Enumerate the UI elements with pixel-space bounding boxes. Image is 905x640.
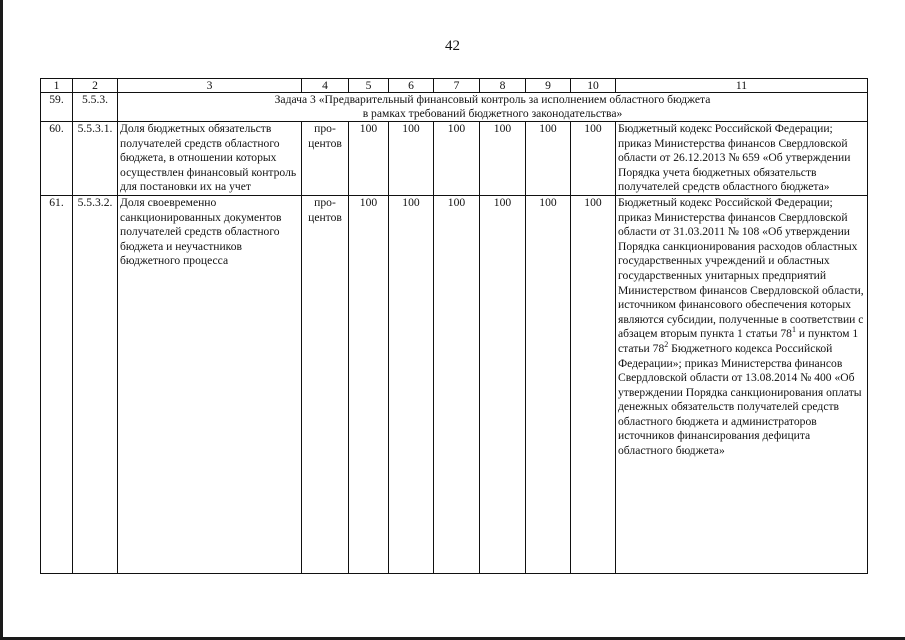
superscript-2: 2 — [664, 340, 669, 350]
row-code: 5.5.3.2. — [73, 195, 118, 573]
unit-line1: про- — [314, 195, 336, 209]
row-number: 59. — [41, 93, 73, 122]
value-cell: 100 — [349, 195, 389, 573]
value-cell: 100 — [389, 122, 434, 196]
header-row — [41, 79, 868, 93]
row-code: 5.5.3.1. — [73, 122, 118, 196]
source-document: Бюджетный кодекс Российской Федерации; приказ Министерства финансов Свердловской области от 26.12.2013 № 659 «Об утверждении Порядка учета бюджетных обязательств получателей средств областного бюджета» — [616, 122, 868, 196]
value-cell: 100 — [526, 122, 571, 196]
value-cell: 100 — [480, 195, 526, 573]
row-number: 60. — [41, 122, 73, 196]
header-cell: 10 — [571, 79, 616, 93]
unit-line2: центов — [308, 136, 342, 150]
value-cell: 100 — [571, 122, 616, 196]
value-cell: 100 — [526, 195, 571, 573]
source-text-part3: Бюджетного кодекса Российской Федерации»; приказ Министерства финансов Свердловской области от 13.08.2014 № 400 «Об утверждении Порядка санкционирования оплаты денежных обязательств получателей средств областного бюджета и администраторов источников финансирования дефицита областного бюджета» — [618, 341, 862, 458]
unit-line2: центов — [308, 210, 342, 224]
task-title-line1: Задача 3 «Предварительный финансовый контроль за исполнением областного бюджета — [274, 93, 711, 106]
table-row — [41, 122, 868, 196]
value-cell: 100 — [389, 195, 434, 573]
unit-line1: про- — [314, 122, 336, 135]
unit-cell — [302, 195, 349, 573]
value-cell: 100 — [434, 195, 480, 573]
header-cell: 8 — [480, 79, 526, 93]
superscript-1: 1 — [791, 325, 796, 335]
row-number: 61. — [41, 195, 73, 573]
task-row — [41, 93, 868, 122]
task-title-line2: в рамках требований бюджетного законодательства» — [362, 107, 623, 120]
unit-cell — [302, 122, 349, 196]
header-cell: 7 — [434, 79, 480, 93]
header-cell: 5 — [349, 79, 389, 93]
source-document — [616, 195, 868, 573]
header-cell: 11 — [616, 79, 868, 93]
header-cell: 3 — [118, 79, 302, 93]
header-cell: 9 — [526, 79, 571, 93]
indicator-name: Доля своевременно санкционированных документов получателей средств областного бюджета и неучастников бюджетного процесса — [118, 195, 302, 573]
indicator-name: Доля бюджетных обязательств получателей средств областного бюджета, в отношении которых осуществлен финансовый контроль для постановки их на учет — [118, 122, 302, 196]
source-text-part2: и пунктом 1 статьи 78 — [618, 327, 859, 355]
header-cell: 4 — [302, 79, 349, 93]
header-cell: 1 — [41, 79, 73, 93]
value-cell: 100 — [571, 195, 616, 573]
header-cell: 6 — [389, 79, 434, 93]
row-code: 5.5.3. — [73, 93, 118, 122]
task-title — [118, 93, 868, 122]
indicators-table — [40, 78, 868, 574]
header-cell: 2 — [73, 79, 118, 93]
value-cell: 100 — [434, 122, 480, 196]
value-cell: 100 — [349, 122, 389, 196]
page-number: 42 — [445, 38, 460, 54]
value-cell: 100 — [480, 122, 526, 196]
page-frame-left — [0, 0, 3, 640]
table-row — [41, 195, 868, 573]
source-text-part1: Бюджетный кодекс Российской Федерации; приказ Министерства финансов Свердловской области от 31.03.2011 № 108 «Об утверждении Порядка санкционирования расходов областных государственных учреждений и областных государственных унитарных предприятий Министерством финансов Свердловской области, источником финансового обеспечения которых являются субсидии, полученные в соответствии с абзацем вторым пункта 1 статьи 78 — [618, 195, 864, 341]
